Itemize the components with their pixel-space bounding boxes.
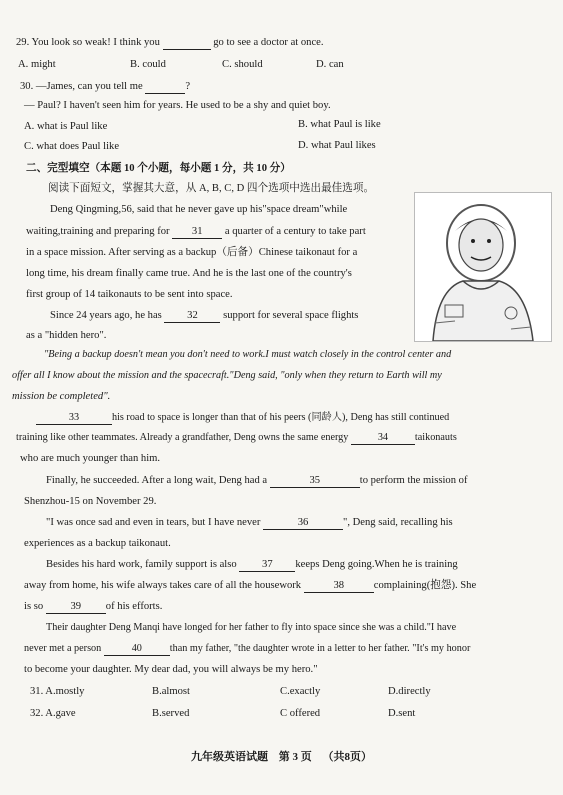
- blank-35[interactable]: 35: [270, 474, 360, 488]
- passage-line-14: [46, 474, 467, 488]
- passage-line-14-start: Finally, he succeeded. After a long wait, Deng had a: [46, 475, 268, 486]
- passage-line-16-end: ", Deng said, recalling his: [343, 517, 453, 528]
- passage-line-2-start: waiting,training and preparing for: [26, 226, 170, 237]
- blank-32[interactable]: 32: [164, 309, 220, 323]
- passage-line-6-start: Since 24 years ago, he has: [50, 310, 162, 321]
- portrait-sketch-icon: [415, 193, 551, 341]
- q32-option-d[interactable]: D.sent: [388, 708, 416, 719]
- passage-line-3: in a space mission. After serving as a backup（后备）Chinese taikonaut for a: [26, 247, 358, 258]
- passage-line-6-end: support for several space flights: [223, 310, 359, 321]
- q30-option-a[interactable]: A. what is Paul like: [24, 121, 108, 132]
- passage-line-20-start: is so: [24, 601, 44, 612]
- q31-option-b[interactable]: B.almost: [152, 686, 190, 697]
- passage-line-22-start: never met a person: [24, 643, 102, 654]
- q30-option-d[interactable]: D. what Paul likes: [298, 140, 376, 151]
- passage-line-12-start: training like other teammates. Already a grandfather, Deng owns the same energy: [16, 432, 349, 443]
- section-heading: 二、完型填空（本题 10 个小题，每小题 1 分，共 10 分）: [26, 163, 291, 174]
- blank-40[interactable]: 40: [104, 642, 170, 656]
- passage-line-2-end: a quarter of a century to take part: [224, 226, 366, 237]
- blank-36[interactable]: 36: [263, 516, 343, 530]
- blank-34[interactable]: 34: [351, 431, 415, 445]
- q30-option-c[interactable]: C. what does Paul like: [24, 141, 120, 152]
- footer-page-number: 第 3 页: [278, 751, 312, 763]
- q32-option-b[interactable]: B.served: [152, 708, 190, 719]
- passage-line-15: Shenzhou-15 on November 29.: [24, 496, 157, 507]
- footer-title: 九年级英语试题: [191, 751, 268, 763]
- passage-line-19-start: away from home, his wife always takes care of all the housework: [24, 580, 302, 591]
- taikonaut-portrait: [414, 192, 552, 342]
- passage-line-11-text: his road to space is longer than that of his peers (同龄人), Deng has still continued: [112, 412, 450, 423]
- q31-option-d[interactable]: D.directly: [388, 686, 431, 697]
- q29-stem: [16, 36, 324, 50]
- passage-line-7: as a "hidden hero".: [26, 330, 107, 341]
- q30-stem-text: 30. —James, can you tell me: [20, 81, 143, 92]
- q29-blank[interactable]: [163, 36, 211, 50]
- passage-line-4: long time, his dream finally came true. And he is the last one of the country's: [26, 268, 352, 279]
- q30-blank[interactable]: [145, 80, 185, 94]
- q29-stem-end: go to see a doctor at once.: [213, 37, 324, 48]
- passage-line-2: [26, 225, 366, 239]
- passage-line-16: [46, 516, 453, 530]
- passage-line-20-end: of his efforts.: [105, 601, 163, 612]
- passage-line-11: [36, 411, 449, 425]
- passage-line-23: to become your daughter. My dear dad, you will always be my hero.": [24, 664, 318, 675]
- q29-option-d[interactable]: D. can: [316, 59, 344, 70]
- q29-option-c[interactable]: C. should: [222, 59, 263, 70]
- q31-option-c[interactable]: C.exactly: [280, 686, 321, 697]
- passage-line-18-end: keeps Deng going.When he is training: [295, 559, 458, 570]
- q30-option-b[interactable]: B. what Paul is like: [298, 119, 381, 130]
- blank-37[interactable]: 37: [239, 558, 295, 572]
- passage-line-10: mission be completed".: [12, 391, 111, 402]
- passage-line-20: [24, 600, 162, 614]
- q32-option-a[interactable]: 32. A.gave: [30, 708, 76, 719]
- passage-line-14-end: to perform the mission of: [359, 475, 468, 486]
- q30-question-mark: ?: [185, 81, 191, 92]
- passage-line-8: "Being a backup doesn't mean you don't need to work.I must watch closely in the control center and: [44, 349, 452, 360]
- passage-line-1: Deng Qingming,56, said that he never gave up his"space dream"while: [50, 204, 348, 215]
- q29-option-b[interactable]: B. could: [130, 59, 166, 70]
- blank-31[interactable]: 31: [172, 225, 222, 239]
- passage-line-19: [24, 579, 476, 593]
- passage-line-16-start: "I was once sad and even in tears, but I have never: [46, 517, 261, 528]
- passage-line-22: [24, 642, 470, 656]
- blank-38[interactable]: 38: [304, 579, 374, 593]
- section-instruction: 阅读下面短文，掌握其大意，从 A, B, C, D 四个选项中选出最佳选项。: [48, 183, 375, 194]
- passage-line-13: who are much younger than him.: [20, 453, 161, 464]
- blank-39[interactable]: 39: [46, 600, 106, 614]
- passage-line-5: first group of 14 taikonauts to be sent into space.: [26, 289, 233, 300]
- passage-line-6: [50, 309, 358, 323]
- passage-line-22-end: than my father, "the daughter wrote in a letter to her father. "It's my honor: [169, 643, 471, 654]
- blank-33[interactable]: 33: [36, 411, 112, 425]
- passage-line-19-end: complaining(抱怨). She: [373, 580, 477, 591]
- passage-line-17: experiences as a backup taikonaut.: [24, 538, 171, 549]
- passage-line-9: offer all I know about the mission and the spacecraft."Deng said, "only when they return to Earth will my: [12, 370, 442, 381]
- q29-option-a[interactable]: A. might: [18, 59, 56, 70]
- passage-line-18: [46, 558, 458, 572]
- q29-stem-start: 29. You look so weak! I think you: [16, 37, 160, 48]
- q30-reply: — Paul? I haven't seen him for years. He used to be a shy and quiet boy.: [24, 100, 331, 111]
- page-footer: [0, 748, 563, 764]
- footer-total-pages: （共8页）: [322, 751, 372, 763]
- passage-line-21: Their daughter Deng Manqi have longed for her father to fly into space since she was a child."I have: [46, 622, 457, 633]
- passage-line-18-start: Besides his hard work, family support is also: [46, 559, 237, 570]
- q30-stem: [20, 80, 190, 94]
- q31-option-a[interactable]: 31. A.mostly: [30, 686, 85, 697]
- passage-line-12-end: taikonauts: [414, 432, 457, 443]
- q32-option-c[interactable]: C offered: [280, 708, 321, 719]
- passage-line-12: [16, 431, 457, 445]
